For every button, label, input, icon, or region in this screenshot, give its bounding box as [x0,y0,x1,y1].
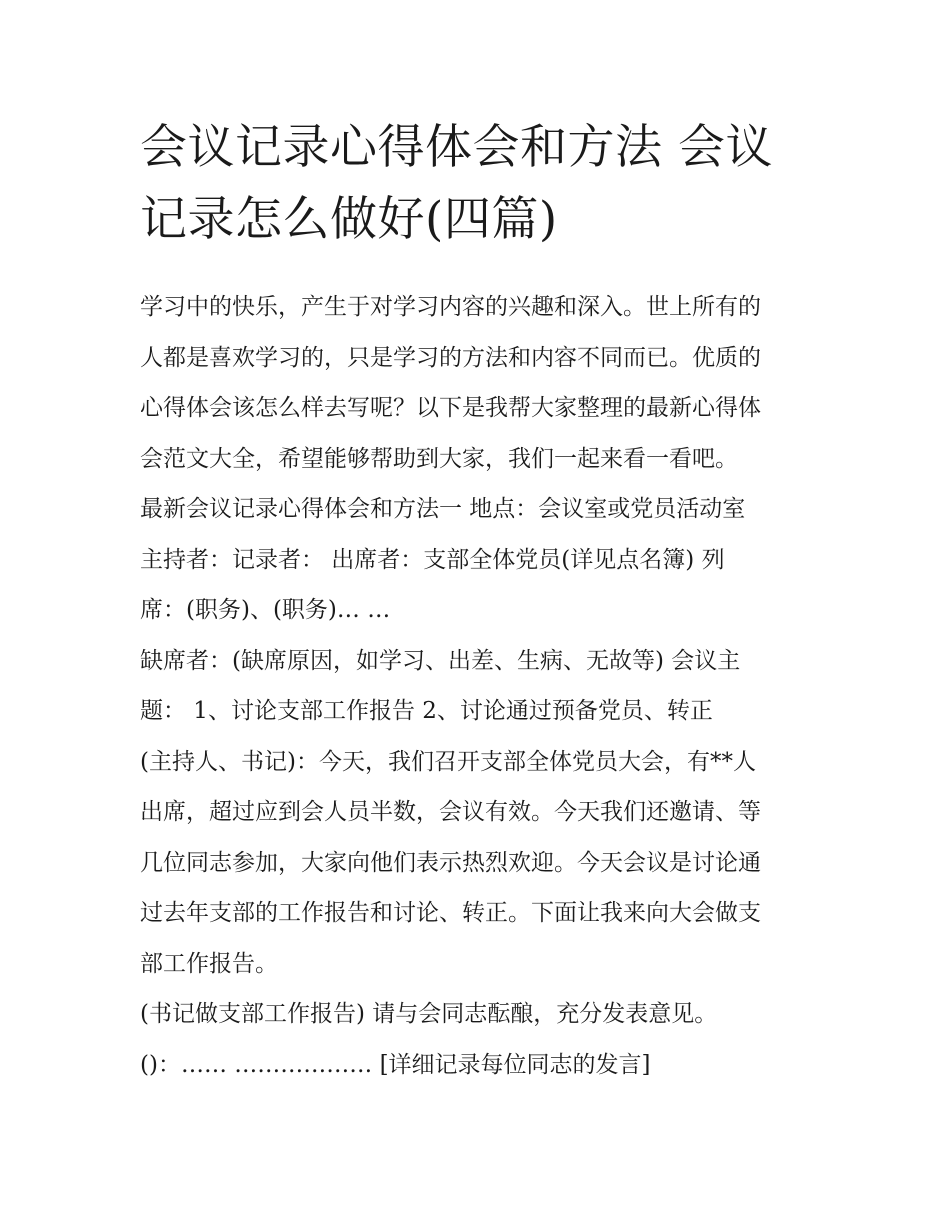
meeting-info-paragraph [140,484,820,636]
text-line: 主持者：记录者： 出席者：支部全体党员(详见点名簿) 列 [140,546,725,573]
text-line: (书记做支部工作报告) 请与会同志酝酿，充分发表意见。 [140,1001,718,1027]
text-line: (主持人、书记)：今天，我们召开支部全体党员大会，有**人 [140,748,756,775]
text-line: 心得体会该怎么样去写呢？以下是我帮大家整理的最新心得体 [140,395,761,421]
text-line: 会范文大全，希望能够帮助到大家，我们一起来看一看吧。 [140,445,738,472]
text-line: ()：…… ……………… [详细记录每位同志的发言] [140,1051,651,1078]
document-title [140,112,820,256]
text-line: 人都是喜欢学习的，只是学习的方法和内容不同而已。优质的 [140,344,761,371]
text-line: 出席，超过应到会人员半数，会议有效。今天我们还邀请、等 [140,799,761,825]
text-line: 缺席者：(缺席原因，如学习、出差、生病、无故等) 会议主 [140,647,741,674]
text-line: 几位同志参加，大家向他们表示热烈欢迎。今天会议是讨论通 [140,849,761,876]
title-line-1: 会议记录心得体会和方法 会议 [140,120,773,175]
text-line: 学习中的快乐，产生于对学习内容的兴趣和深入。世上所有的 [140,294,761,320]
text-line: 最新会议记录心得体会和方法一 地点：会议室或党员活动室 [140,496,746,522]
document-page [140,112,820,1090]
speech-record-paragraph [140,1040,820,1091]
text-line: 部工作报告。 [140,950,278,977]
text-line: 席：(职务)、(职务)… … [140,597,391,623]
meeting-minutes-paragraph [140,636,820,990]
title-line-2: 记录怎么做好(四篇) [140,192,558,247]
document-body [140,282,820,1090]
text-line: 题： 1、讨论支部工作报告 2、讨论通过预备党员、转正 [140,698,713,724]
intro-paragraph [140,282,820,484]
text-line: 过去年支部的工作报告和讨论、转正。下面让我来向大会做支 [140,900,761,926]
report-paragraph [140,989,820,1040]
